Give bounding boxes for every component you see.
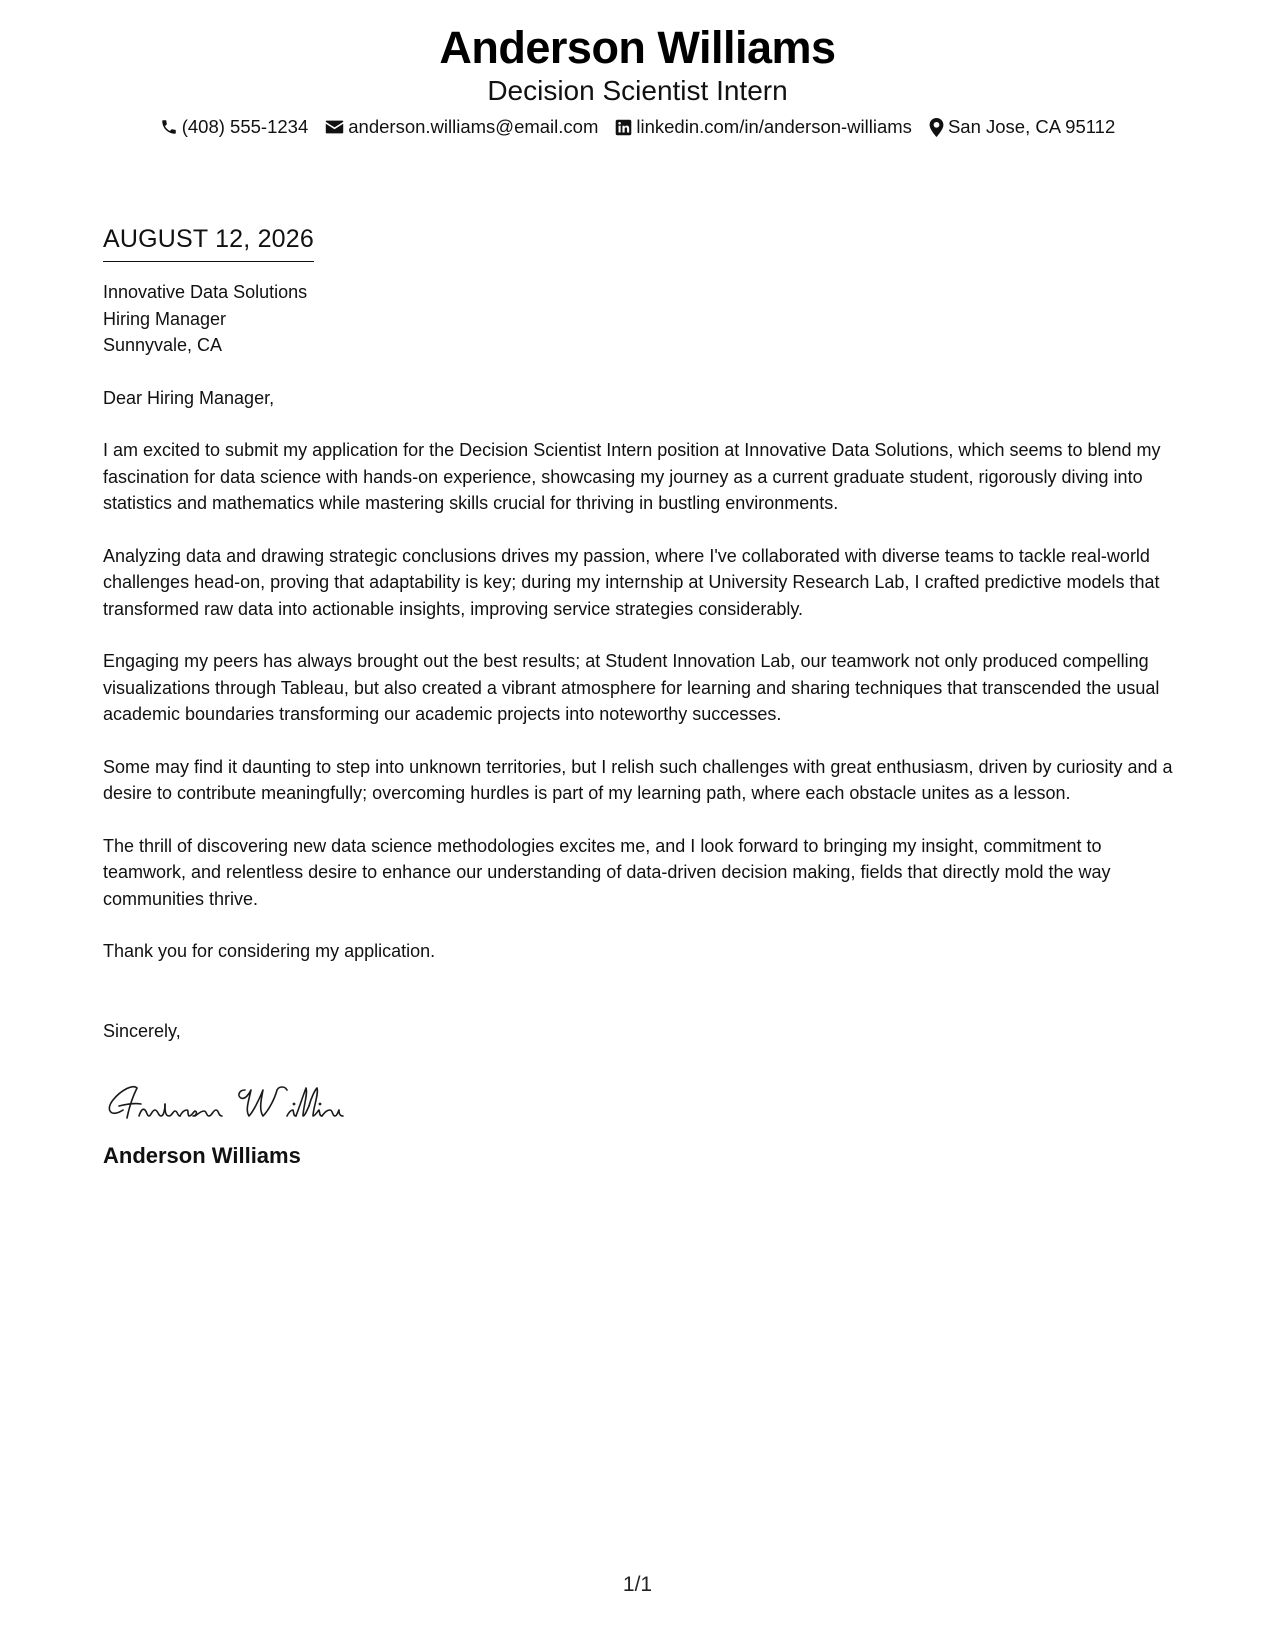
signer-name: Anderson Williams [103, 1143, 301, 1168]
paragraph-5: The thrill of discovering new data science methodologies excites me, and I look forward to bringing my insight, commitment to teamwork, and relentless desire to enhance our understanding of data-driven decision making, fields that directly mold the way communities thrive. [103, 835, 1111, 909]
contact-location [929, 115, 1115, 139]
email-text[interactable]: anderson.williams@email.com [348, 116, 599, 137]
salutation: Dear Hiring Manager, [103, 387, 275, 408]
signature-image [103, 1076, 373, 1128]
location-text: San Jose, CA 95112 [947, 116, 1116, 137]
paragraph-3: Engaging my peers has always brought out the best results; at Student Innovation Lab, our teamwork not only produced compelling visualizations through Tableau, but also created a vibrant atmosphere for learning and sharing techniques that transcended the usual academic boundaries transforming our academic projects into noteworthy successes. [103, 651, 1160, 724]
letter-header [0, 22, 1275, 139]
paragraph-2: Analyzing data and drawing strategic conclusions drives my passion, where I've collaborated with diverse teams to tackle real-world challenges head-on, proving that adaptability is key; during my internship at University Research Lab, I crafted predictive models that transformed raw data into actionable insights, improving service strategies considerably. [103, 545, 1160, 619]
contact-linkedin[interactable] [615, 115, 912, 139]
paragraph-6: Thank you for considering my application. [103, 941, 436, 961]
recipient-company: Innovative Data Solutions [103, 282, 308, 302]
letter-date: AUGUST 12, 2026 [103, 222, 314, 262]
recipient-role: Hiring Manager [103, 308, 227, 329]
paragraph-4: Some may find it daunting to step into unknown territories, but I relish such challenges with great enthusiasm, driven by curiosity and a desire to contribute meaningfully; overcoming hurdles is part of my learning path, where each obstacle unites as a lesson. [103, 756, 1173, 803]
contact-bar [0, 115, 1275, 139]
closing: Sincerely, [103, 1020, 181, 1041]
linkedin-icon [615, 119, 632, 136]
map-marker-icon [929, 118, 944, 137]
page-indicator: 1/1 [622, 1573, 653, 1596]
handwritten-signature [103, 1076, 1178, 1128]
phone-text: (408) 555-1234 [181, 116, 309, 137]
recipient-location: Sunnyvale, CA [103, 335, 223, 355]
applicant-name: Anderson Williams [439, 22, 836, 73]
paragraph-1: I am excited to submit my application for the Decision Scientist Intern position at Innovative Data Solutions, which seems to blend my fascination for data science with hands-on experience, showcasing my journey as a current graduate student, rigorously diving into statistics and mathematics while mastering skills crucial for thriving in bustling environments. [103, 440, 1161, 513]
applicant-title: Decision Scientist Intern [487, 75, 788, 106]
linkedin-text[interactable]: linkedin.com/in/anderson-williams [636, 116, 912, 137]
contact-email[interactable] [325, 115, 598, 139]
letter-body [103, 222, 1178, 1170]
envelope-icon [325, 119, 344, 135]
phone-icon [160, 118, 178, 136]
contact-phone [160, 115, 309, 139]
recipient-block [103, 279, 1178, 359]
